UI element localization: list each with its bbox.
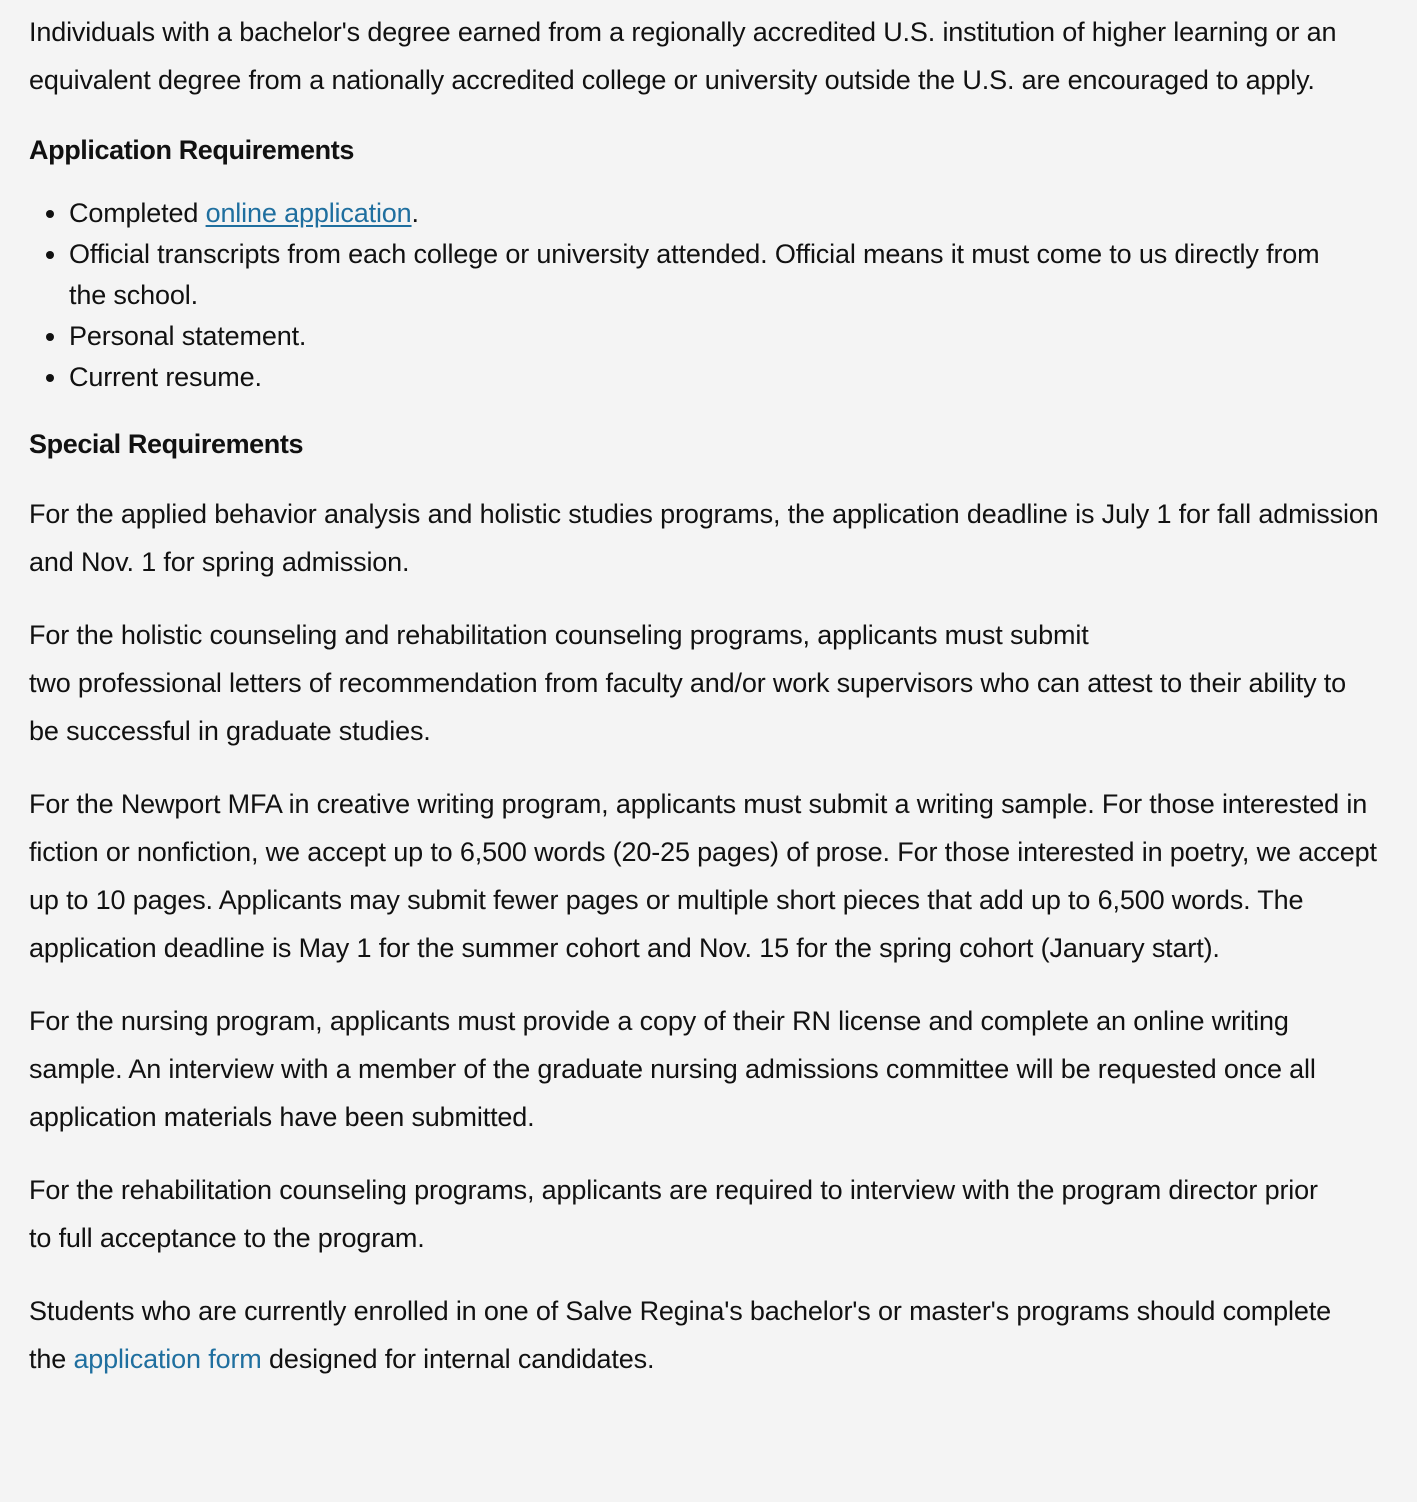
paragraph-counseling-line2: two professional letters of recommendation from faculty and/or work supervisors who can attest to their ability to be successful in graduate studies. (29, 668, 1347, 746)
list-item: • Personal statement. (69, 316, 1389, 357)
paragraph-counseling-line1: For the holistic counseling and rehabilitation counseling programs, applicants must submit (29, 620, 1089, 650)
list-item: • Official transcripts from each college or university attended. Official means it must come to us directly from the school. (69, 234, 1339, 316)
list-item: • Completed online application. (69, 193, 1389, 234)
paragraph-nursing: For the nursing program, applicants must provide a copy of their RN license and complete an online writing sample. An interview with a member of the graduate nursing admissions committee will be requested once all application materials have been submitted. (29, 1006, 1316, 1132)
online-application-link[interactable]: online application (205, 198, 412, 228)
list-item: • Current resume. (69, 357, 1389, 398)
paragraph-aba-holistic: For the applied behavior analysis and holistic studies programs, the application deadline is July 1 for fall admission and Nov. 1 for spring admission. (29, 499, 1379, 577)
paragraph-mfa: For the Newport MFA in creative writing program, applicants must submit a writing sample. For those interested in fiction or nonfiction, we accept up to 6,500 words (20-25 pages) of prose. For those interested in poetry, we accept up to 10 pages. Applicants may submit fewer pages or multiple short pieces that add up to 6,500 words. The application deadline is May 1 for the summer cohort and Nov. 15 for the spring cohort (January start). (29, 789, 1377, 963)
application-requirements-heading: Application Requirements (29, 135, 354, 165)
application-form-link[interactable]: application form (73, 1344, 262, 1374)
content (29, 8, 1389, 1383)
paragraph-internal: Students who are currently enrolled in one of Salve Regina's bachelor's or master's programs should complete the application form designed for internal candidates. (29, 1296, 1331, 1374)
application-requirements-list (29, 193, 1389, 398)
paragraph-rehab: For the rehabilitation counseling programs, applicants are required to interview with the program director prior to full acceptance to the program. (29, 1175, 1318, 1253)
special-requirements-heading: Special Requirements (29, 429, 304, 459)
intro-paragraph: Individuals with a bachelor's degree earned from a regionally accredited U.S. institution of higher learning or an equivalent degree from a nationally accredited college or university outside the U.S. are encouraged to apply. (29, 17, 1337, 95)
